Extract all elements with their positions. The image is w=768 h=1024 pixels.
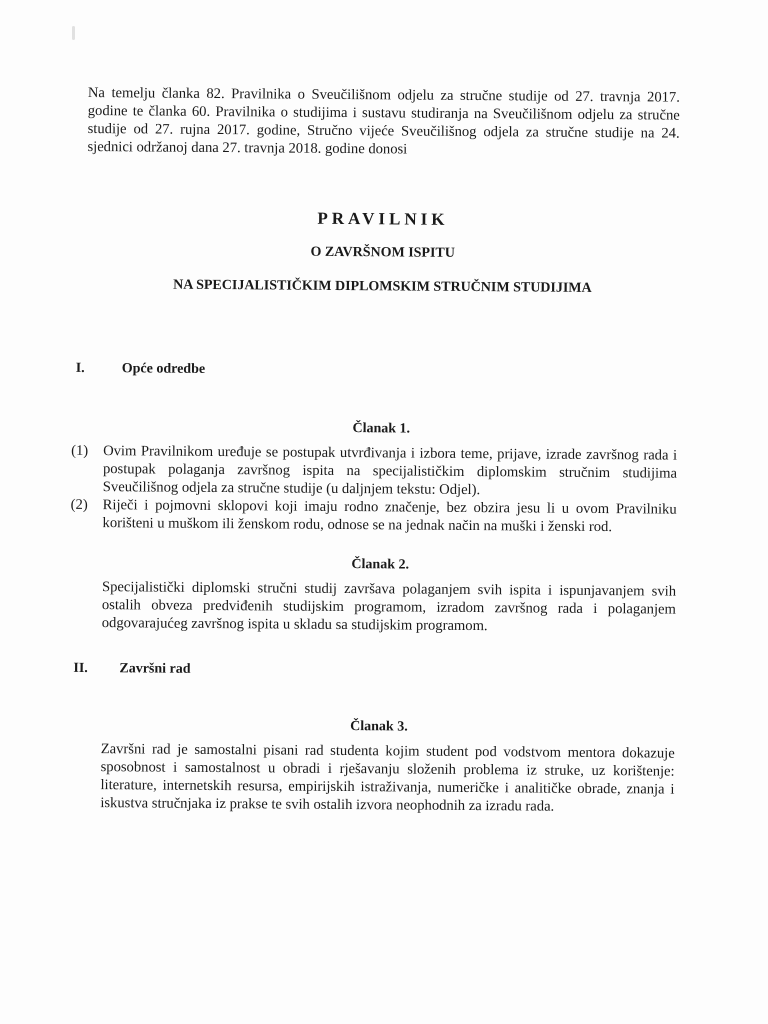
item-text: Ovim Pravilnikom uređuje se postupak utvrđivanja i izbora teme, prijave, izrade završnog rada i postupak polaganja završnog ispita na specijalističkim diplomskim stručnim studijima Sveučilišnog odjela za stručne studije (u daljnjem tekstu: Odjel).: [102, 443, 678, 499]
item-label: (1): [71, 442, 89, 460]
document-subtitle-2: NA SPECIJALISTIČKIM DIPLOMSKIM STRUČNIM STUDIJIMA: [173, 277, 592, 296]
section-title: Završni rad: [119, 661, 191, 677]
section-number: I.: [75, 360, 85, 376]
document-body: [70, 84, 680, 817]
section-title: Opće odredbe: [121, 361, 206, 377]
article-1-title: Članak 1.: [352, 421, 411, 437]
article-1-item-2: [70, 496, 676, 537]
section-heading-2: [73, 660, 675, 683]
preamble-paragraph: Na temelju članka 82. Pravilnika o Sveučilišnom odjelu za stručne studije od 27. travnja 2017. godine te članka 60. Pravilnika o studijima i sustavu studiranja na Sveučilišnom odjelu za stručne studije od 27. rujna 2017. godine, Stručno vijeće Sveučilišnog odjela za stručne studije na 24. sjednici održanoj dana 27. travnja 2018. godine donosi: [87, 84, 680, 158]
article-2-title: Članak 2.: [351, 557, 410, 573]
section-heading-1: [76, 360, 678, 383]
article-2-text: Specijalistički diplomski stručni studij završava polaganjem svih ispita i ispunjavanjem svih ostalih obveza predviđenih studijskim programom, izradom završnog rada i polaganjem odgovarajućeg završnog ispita u skladu sa studijskim programom.: [101, 579, 677, 635]
section-number: II.: [73, 660, 88, 677]
document-title: PRAVILNIK: [317, 208, 449, 229]
article-3-title: Članak 3.: [350, 719, 408, 735]
scan-smudge: [72, 26, 75, 40]
item-label: (2): [70, 496, 88, 514]
article-3-text: Završni rad je samostalni pisani rad studenta kojim student pod vodstvom mentora dokazuje sposobnost i samostalnost u obradi i rješavanju složenih problema iz struke, uz korištenje: literature, internetskih resursa, empirijskih istraživanja, numeričke i analitičke obrade, znanja i iskustva stručnjaka iz prakse te svih ostalih izvora neophodnih za izradu rada.: [100, 741, 675, 815]
document-subtitle-1: O ZAVRŠNOM ISPITU: [310, 244, 455, 261]
article-1-item-1: [71, 442, 677, 501]
item-text: Riječi i pojmovni sklopovi koji imaju rodno značenje, bez obzira jesu li u ovom Pravilniku korišteni u muškom ili ženskom rodu, odnose se na jednak način na muški i ženski rod.: [102, 497, 677, 536]
